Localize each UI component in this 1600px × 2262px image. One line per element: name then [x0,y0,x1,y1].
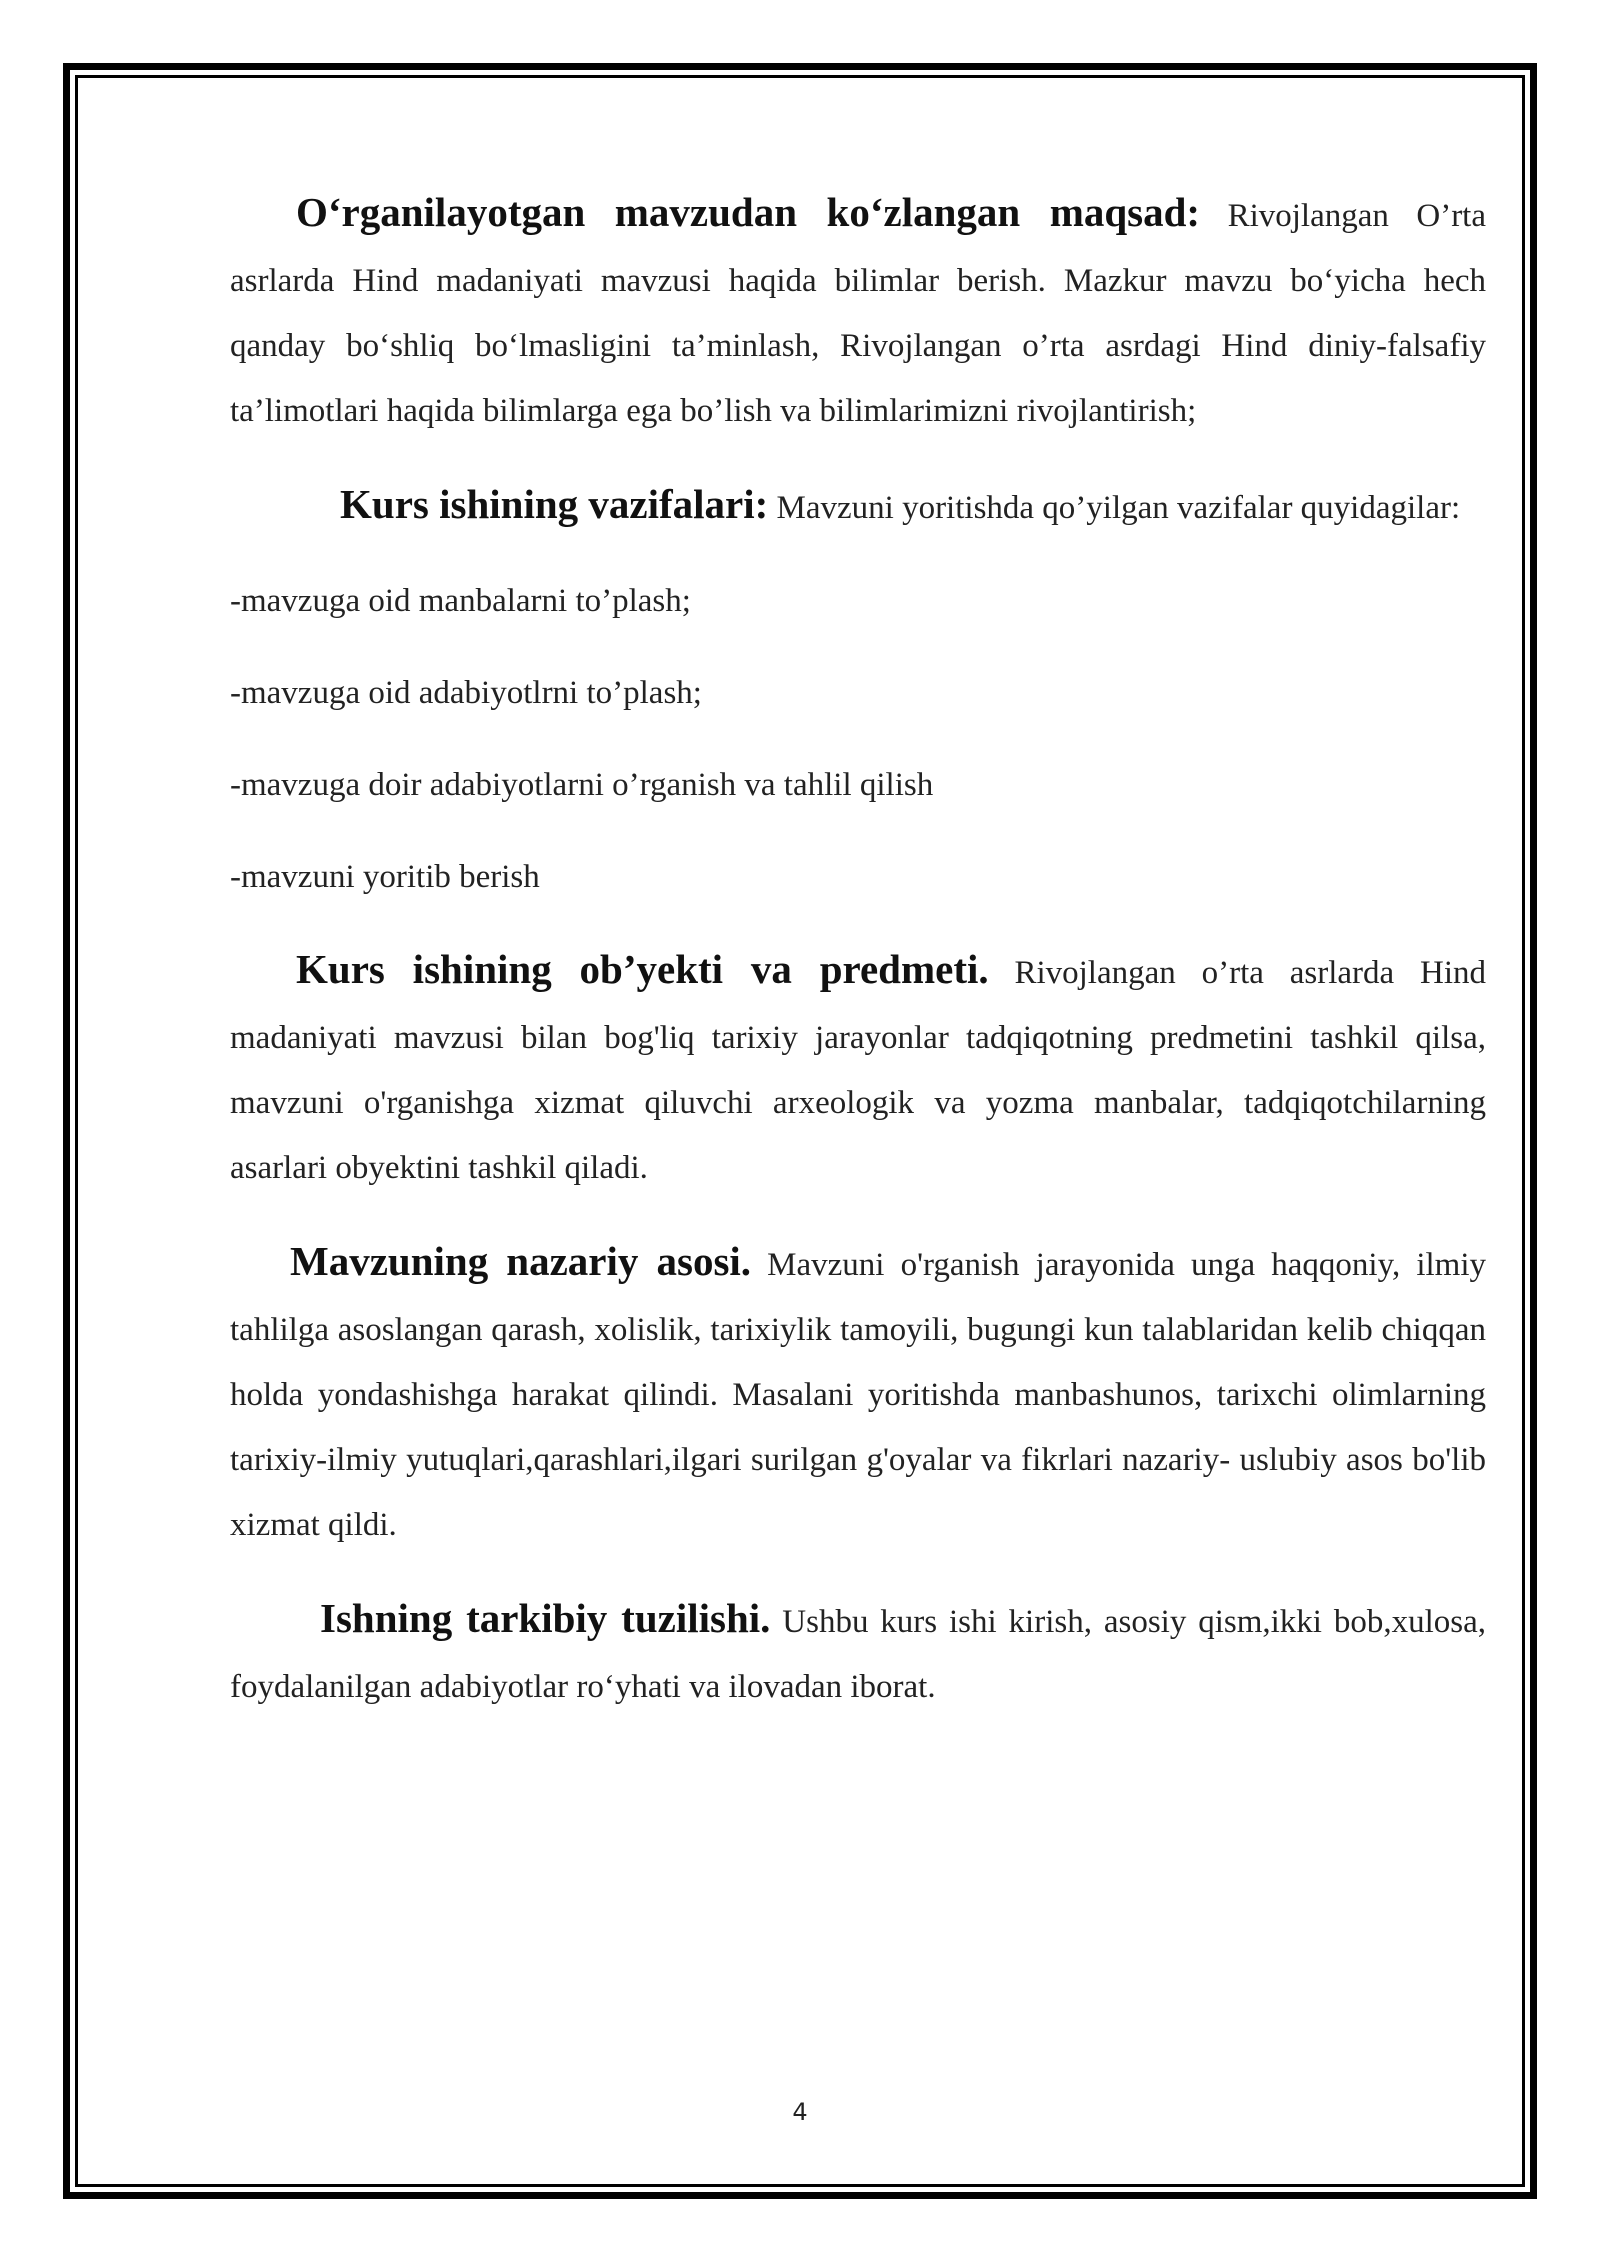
structure-paragraph [230,1586,1486,1720]
document-body [230,180,1486,1748]
object-heading: Kurs ishining ob’yekti va predmeti. [296,946,989,992]
object-paragraph [230,937,1486,1201]
theory-heading: Mavzuning nazariy asosi. [290,1238,752,1284]
tasks-list [230,569,1486,910]
goal-heading: O‘rganilayotgan mavzudan ko‘zlangan maqsad: [296,189,1201,235]
tasks-text: Mavzuni yoritishda qo’yilgan vazifalar quyidagilar: [768,490,1461,526]
goal-text: Rivojlangan O’rta asrlarda Hind madaniyati mavzusi haqida bilimlar berish. Mazkur mavzu bo‘yicha hech qanday bo‘shliq bo‘lmasligini ta’minlash, Rivojlangan o’rta asrdagi Hind diniy-falsafiy ta’limotlari haqida bilimlarga ega bo’lish va bilimlarimizni rivojlantirish; [230,198,1486,429]
list-item: -mavzuga oid manbalarni to’plash; [230,583,691,619]
goal-paragraph [230,180,1486,444]
structure-heading: Ishning tarkibiy tuzilishi. [320,1595,771,1641]
list-item: -mavzuga doir adabiyotlarni o’rganish va tahlil qilish [230,767,934,803]
page-number: 4 [792,2098,808,2126]
tasks-paragraph [230,472,1486,541]
object-text: Rivojlangan o’rta asrlarda Hind madaniyati mavzusi bilan bog'liq tarixiy jarayonlar tadqiqotning predmetini tashkil qilsa, mavzuni o'rganishga xizmat qiluvchi arxeologik va yozma manbalar, tadqiqotchilarning asarlari obyektini tashkil qiladi. [230,955,1486,1186]
theory-text: Mavzuni o'rganish jarayonida unga haqqoniy, ilmiy tahlilga asoslangan qarash, xolislik, tarixiylik tamoyili, bugungi kun talablaridan kelib chiqqan holda yondashishga harakat qilindi. Masalani yoritishda manbashunos, tarixchi olimlarning tarixiy-ilmiy yutuqlari,qarashlari,ilgari surilgan g'oyalar va fikrlari nazariy- uslubiy asos bo'lib xizmat qildi. [230,1247,1486,1543]
list-item: -mavzuni yoritib berish [230,859,540,895]
list-item: -mavzuga oid adabiyotlrni to’plash; [230,675,702,711]
theory-paragraph [230,1229,1486,1558]
tasks-heading: Kurs ishining vazifalari: [340,481,769,527]
structure-text: Ushbu kurs ishi kirish, asosiy qism,ikki bob,xulosa, foydalanilgan adabiyotlar ro‘yhati va ilovadan iborat. [230,1604,1486,1705]
